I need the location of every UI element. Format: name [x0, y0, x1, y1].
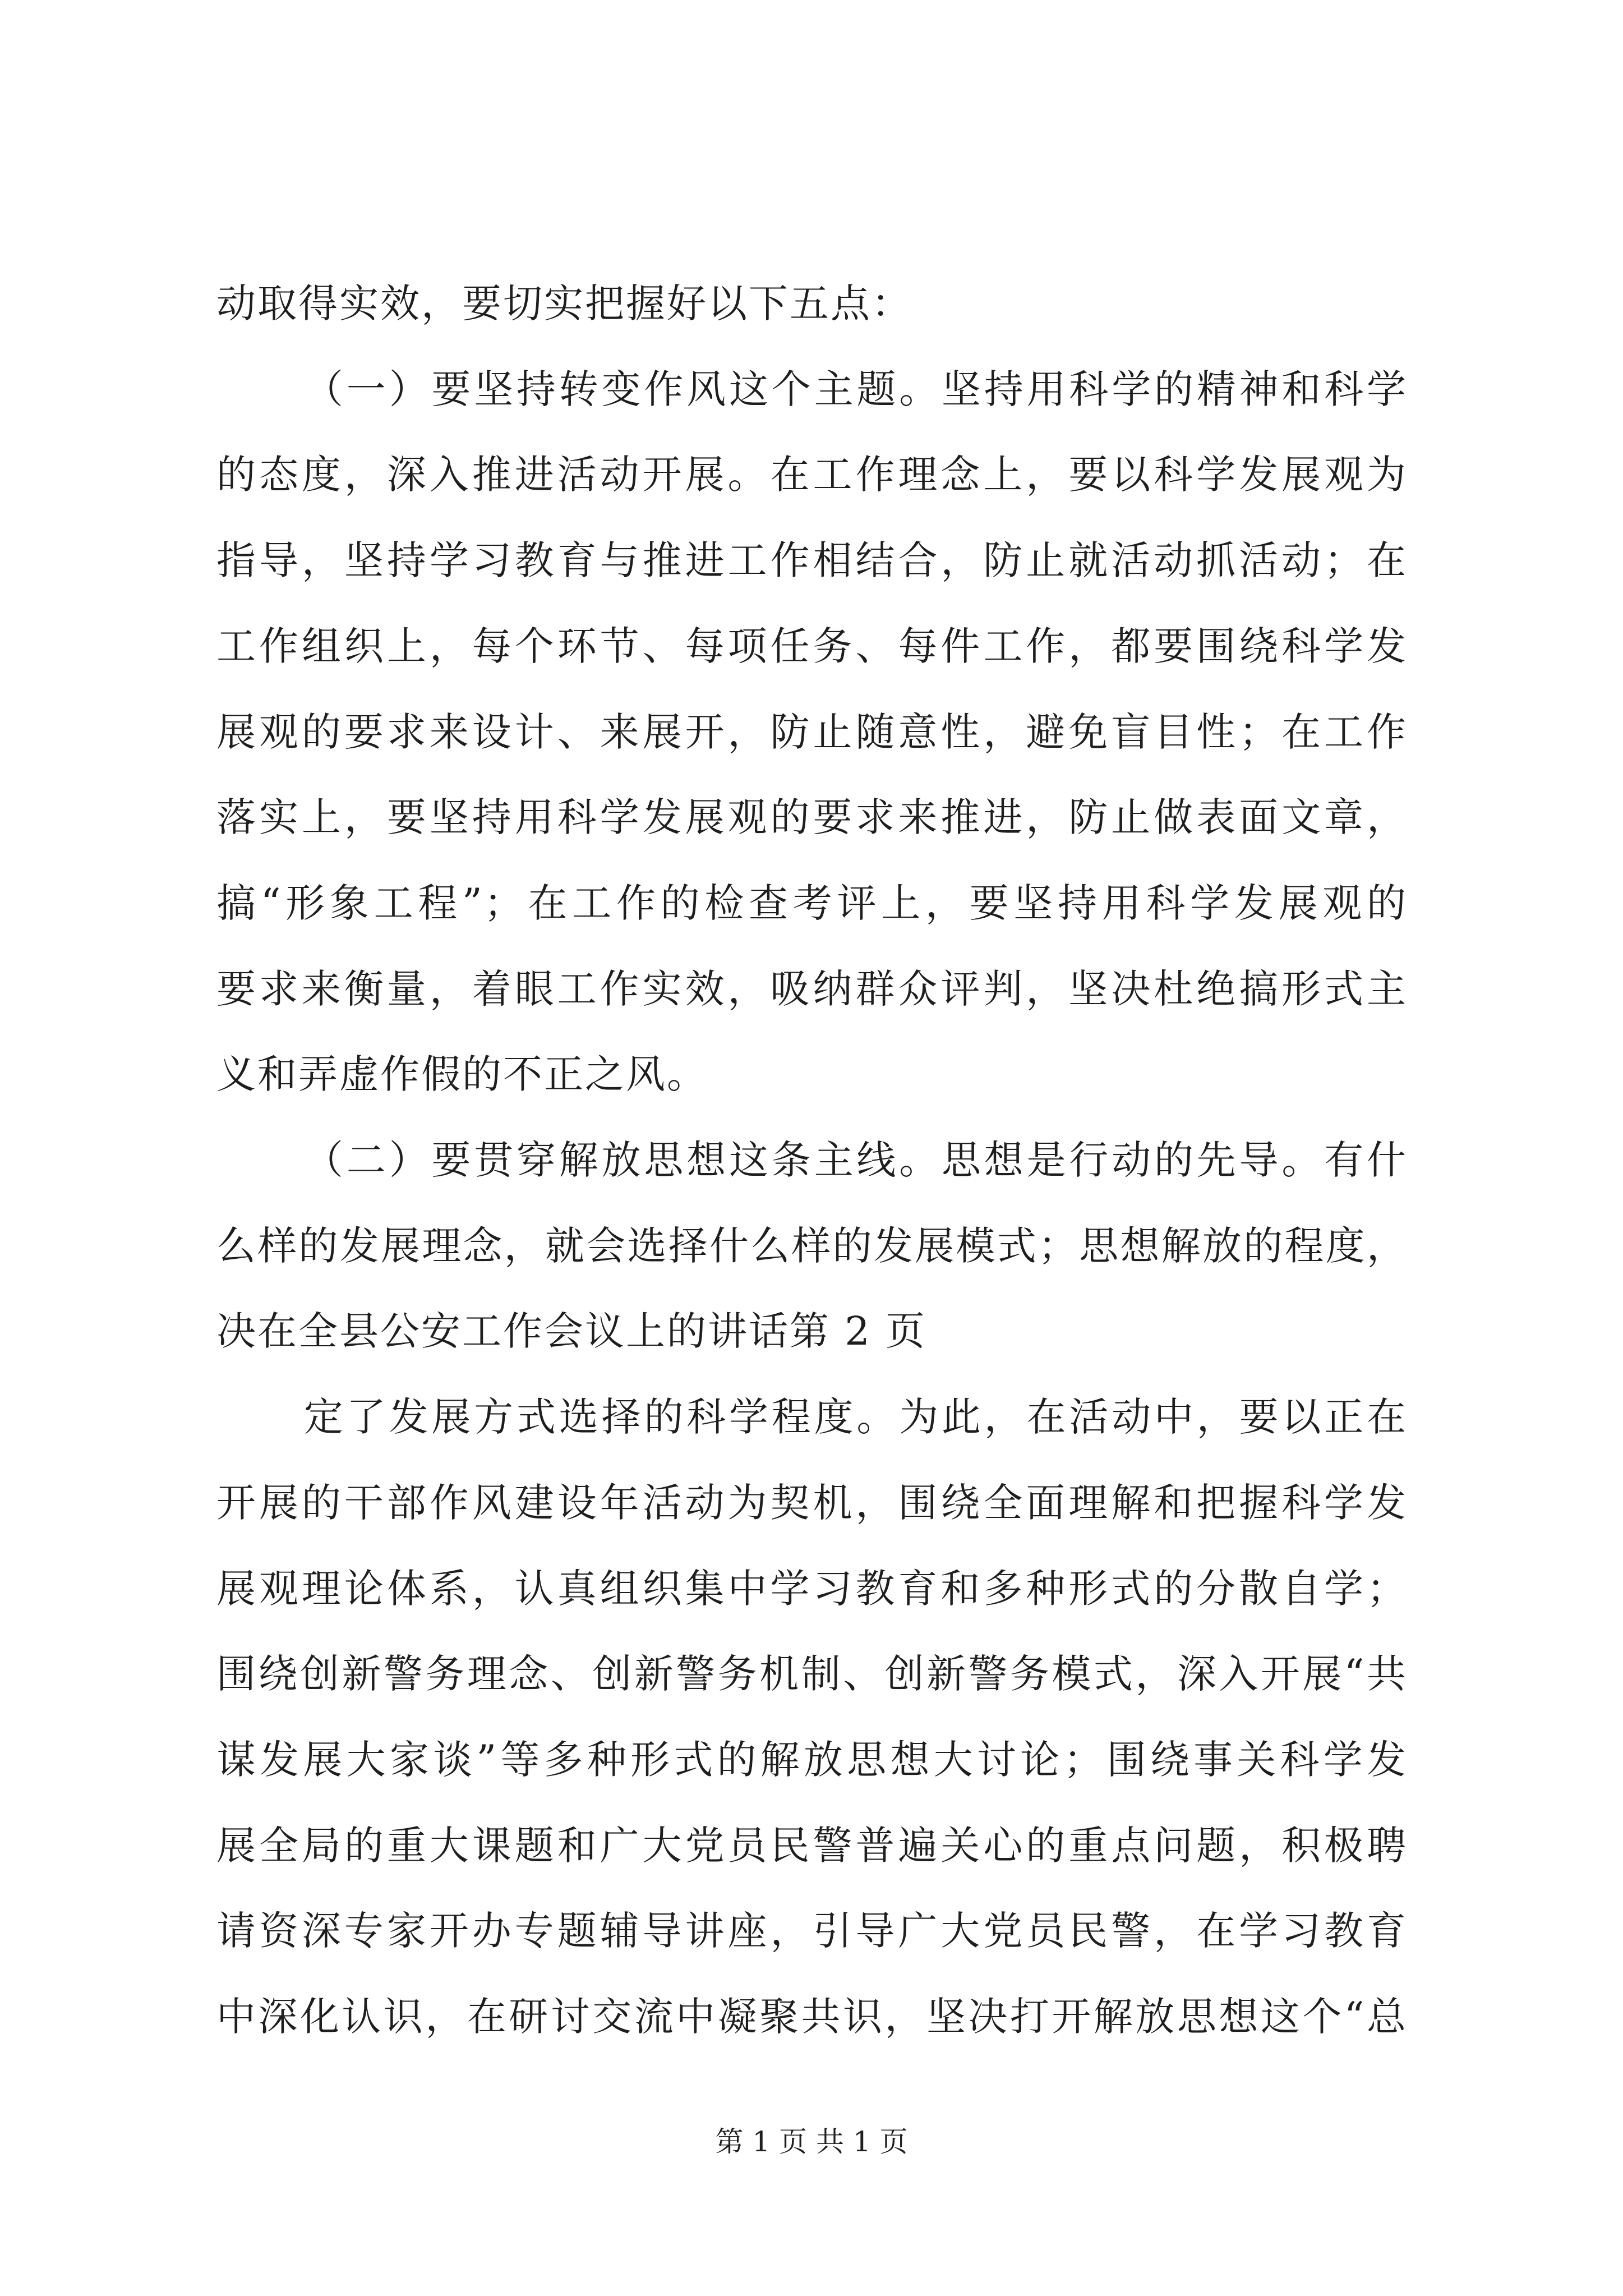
text-line: 工作组织上，每个环节、每项任务、每件工作，都要围绕科学发 [216, 623, 1408, 669]
text-line: 指导，坚持学习教育与推进工作相结合，防止就活动抓活动；在 [216, 537, 1408, 583]
text-line: 展全局的重大课题和广大党员民警普遍关心的重点问题，积极聘 [216, 1823, 1408, 1869]
text-line: 中深化认识，在研讨交流中凝聚共识，坚决打开解放思想这个“总 [216, 1994, 1408, 2040]
text-line: 定了发展方式选择的科学程度。为此，在活动中，要以正在 [304, 1394, 1408, 1440]
text-line: （二）要贯穿解放思想这条主线。思想是行动的先导。有什 [304, 1137, 1408, 1183]
text-line: 么样的发展理念，就会选择什么样的发展模式；思想解放的程度， [216, 1223, 1408, 1269]
text-line: 决在全县公安工作会议上的讲话第 2 页 [216, 1308, 927, 1354]
text-line: 展观的要求来设计、来展开，防止随意性，避免盲目性；在工作 [216, 709, 1408, 755]
text-line: 围绕创新警务理念、创新警务机制、创新警务模式，深入开展“共 [216, 1651, 1408, 1697]
text-line: 动取得实效，要切实把握好以下五点： [216, 280, 912, 326]
text-line: 要求来衡量，着眼工作实效，吸纳群众评判，坚决杜绝搞形式主 [216, 966, 1408, 1012]
text-line: 义和弄虚作假的不正之风。 [216, 1051, 708, 1097]
text-line: 展观理论体系，认真组织集中学习教育和多种形式的分散自学； [216, 1566, 1408, 1612]
text-line: 搞“形象工程”；在工作的检查考评上，要坚持用科学发展观的 [216, 880, 1408, 926]
text-line: 落实上，要坚持用科学发展观的要求来推进，防止做表面文章， [216, 794, 1408, 840]
text-line: 谋发展大家谈”等多种形式的解放思想大讨论；围绕事关科学发 [216, 1737, 1408, 1783]
text-line: 请资深专家开办专题辅导讲座，引导广大党员民警，在学习教育 [216, 1908, 1408, 1954]
text-line: 开展的干部作风建设年活动为契机，围绕全面理解和把握科学发 [216, 1480, 1408, 1526]
text-line: 的态度，深入推进活动开展。在工作理念上，要以科学发展观为 [216, 452, 1408, 498]
page-footer: 第 1 页 共 1 页 [715, 2125, 908, 2158]
text-line: （一）要坚持转变作风这个主题。坚持用科学的精神和科学 [304, 366, 1408, 412]
